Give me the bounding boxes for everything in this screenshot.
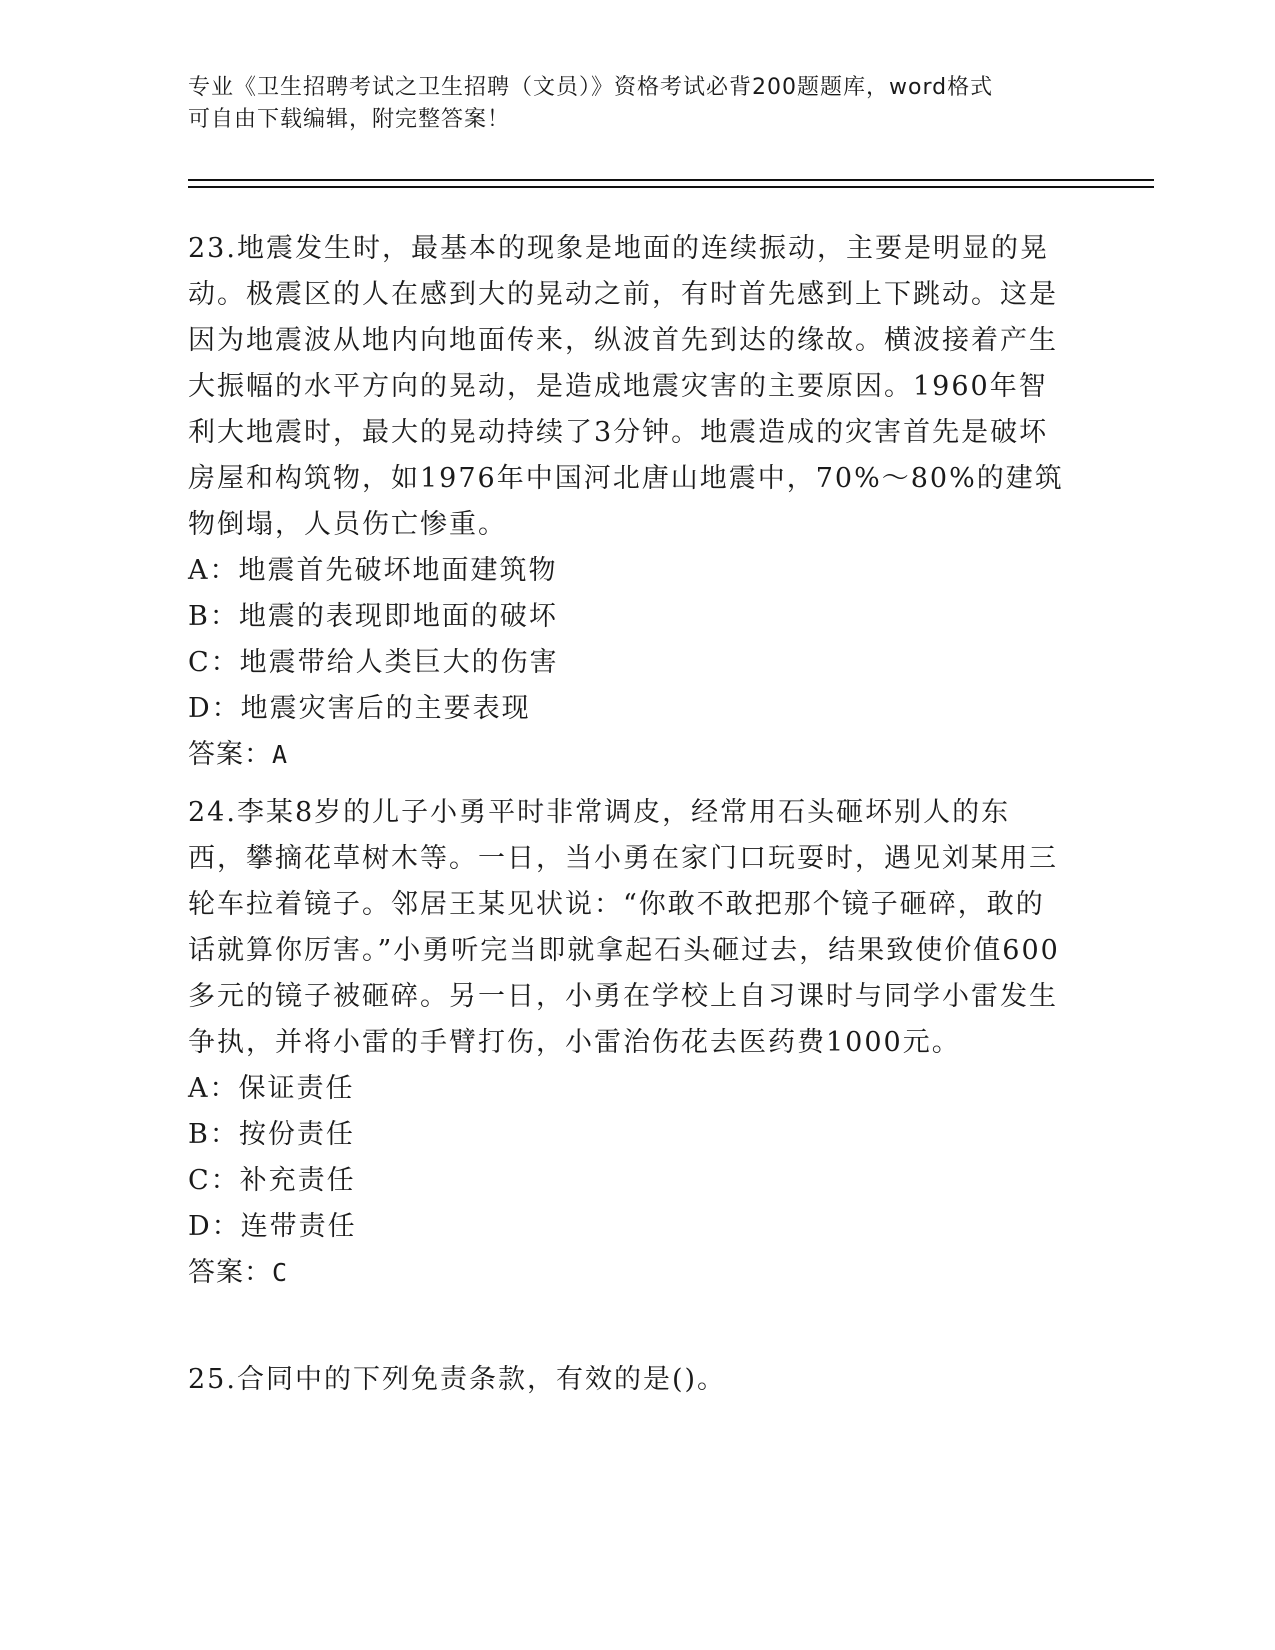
header-divider-bottom [188, 186, 1154, 188]
question-25 [188, 1357, 1068, 1403]
option-d: D：地震灾害后的主要表现 [188, 693, 531, 724]
question-stem: 25.合同中的下列免责条款，有效的是()。 [188, 1364, 727, 1395]
header-line-2: 可自由下载编辑，附完整答案！ [188, 107, 511, 132]
header-divider-top [188, 179, 1154, 181]
answer-value: A [272, 740, 289, 769]
header-line-1: 专业《卫生招聘考试之卫生招聘（文员）》资格考试必背200题题库，word格式 [188, 75, 994, 100]
option-b: B：按份责任 [188, 1119, 355, 1150]
answer-line [188, 732, 1068, 778]
question-stem: 23.地震发生时，最基本的现象是地面的连续振动，主要是明显的晃动。极震区的人在感到大的晃动之前，有时首先感到上下跳动。这是因为地震波从地内向地面传来，纵波首先到达的缘故。横波接着产生大振幅的水平方向的晃动，是造成地震灾害的主要原因。1960年智利大地震时，最大的晃动持续了3分钟。地震造成的灾害首先是破坏房屋和构筑物，如1976年中国河北唐山地震中，70%～80%的建筑物倒塌，人员伤亡惨重。 [188, 233, 1064, 540]
option-c: C：补充责任 [188, 1165, 356, 1196]
option-d: D：连带责任 [188, 1211, 357, 1242]
option-a: A：地震首先破坏地面建筑物 [188, 555, 558, 586]
option-c: C：地震带给人类巨大的伤害 [188, 647, 559, 678]
question-24 [188, 790, 1068, 1296]
answer-label: 答案： [188, 739, 272, 770]
option-b: B：地震的表现即地面的破坏 [188, 601, 558, 632]
question-stem: 24.李某8岁的儿子小勇平时非常调皮，经常用石头砸坏别人的东西，攀摘花草树木等。一日，当小勇在家门口玩耍时，遇见刘某用三轮车拉着镜子。邻居王某见状说：“你敢不敢把那个镜子砸碎，敢的话就算你厉害。”小勇听完当即就拿起石头砸过去，结果致使价值600多元的镜子被砸碎。另一日，小勇在学校上自习课时与同学小雷发生争执，并将小雷的手臂打伤，小雷治伤花去医药费1000元。 [188, 797, 1060, 1058]
question-23 [188, 226, 1068, 778]
answer-line [188, 1250, 1068, 1296]
option-a: A：保证责任 [188, 1073, 355, 1104]
answer-value: C [272, 1258, 289, 1287]
document-header [188, 72, 1088, 136]
answer-label: 答案： [188, 1257, 272, 1288]
